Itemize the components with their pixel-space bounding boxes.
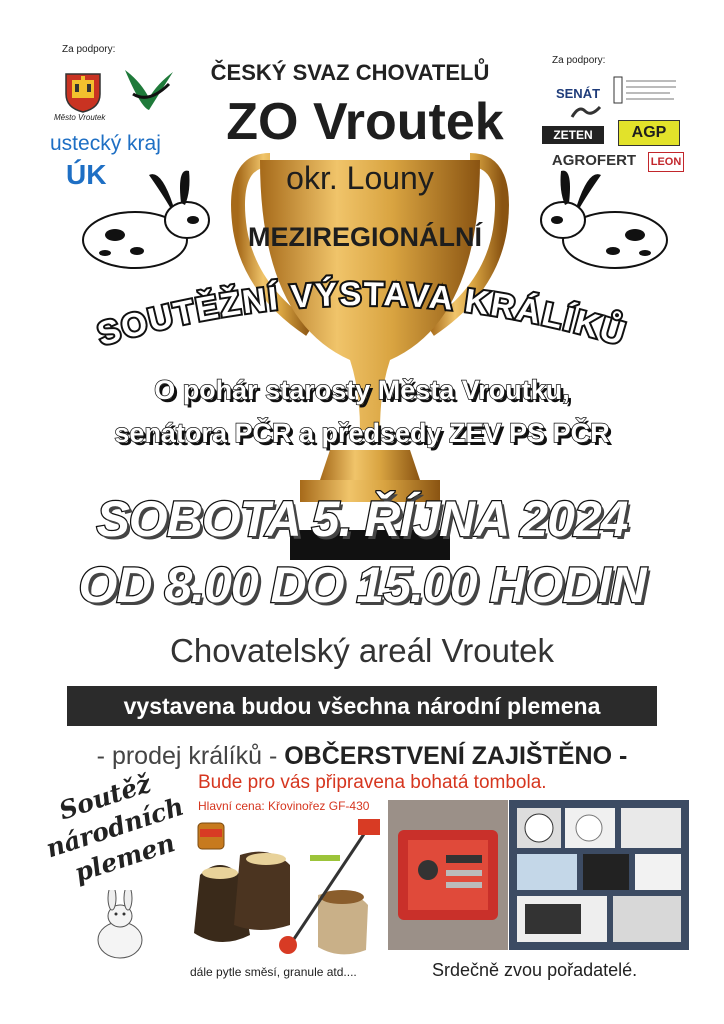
leon-logo: LEON: [648, 152, 684, 172]
agp-logo: AGP: [618, 120, 680, 146]
sponsors-left-label: Za podpory:: [62, 44, 116, 55]
cup-line-2: senátora PČR a předsedy ZEV PS PČR: [114, 418, 610, 448]
feed-sacks-and-trimmer-photo: [190, 815, 385, 960]
region-name: ustecký kraj: [50, 132, 161, 155]
sale-line: [0, 742, 724, 771]
event-date: SOBOTA 5. ŘÍJNA 2024: [96, 491, 628, 547]
electronics-prizes-photo: [509, 800, 689, 950]
region-mark: ÚK: [66, 159, 107, 190]
senat-logo: SENÁT: [555, 85, 601, 101]
event-title-arc: [30, 270, 694, 380]
district-name: okr. Louny: [286, 160, 434, 196]
footer-invitation-text: Srdečně zvou pořadatelé.: [432, 960, 638, 980]
footer-extras-text: dále pytle směsí, granule atd....: [190, 965, 357, 979]
tombola-text: Bude pro vás připravena bohatá tombola.: [198, 772, 547, 793]
event-time: OD 8.00 DO 15.00 HODIN: [78, 557, 646, 613]
contest-text: Soutěž národních plemen: [42, 768, 188, 888]
toolbox-photo: [388, 800, 508, 950]
agrofert-logo: AGROFERT: [551, 151, 637, 169]
svg-text:SOUTĚŽNÍ VÝSTAVA KRÁLÍKŮ: [93, 275, 632, 353]
zeten-logo: ZETEN: [542, 126, 604, 144]
main-prize-text: Hlavní cena: Křovinořez GF-430: [198, 799, 370, 813]
event-scope: MEZIREGIONÁLNÍ: [248, 222, 482, 252]
town-logo-caption: Město Vroutek: [54, 113, 106, 122]
breeds-banner: vystavena budou všechna národní plemena: [67, 686, 657, 726]
sale-prefix: - prodej králíků -: [96, 742, 285, 770]
rabbit-sketch: [90, 890, 150, 960]
local-branch-name: ZO Vroutek: [226, 93, 504, 151]
event-venue: Chovatelský areál Vroutek: [170, 632, 554, 669]
sponsors-right-label: Za podpory:: [552, 55, 606, 66]
event-title: SOUTĚŽNÍ VÝSTAVA KRÁLÍKŮ: [93, 274, 631, 353]
parliament-logo: [610, 72, 680, 112]
refreshments-text: OBČERSTVENÍ ZAJIŠTĚNO -: [284, 742, 628, 770]
organization-name: ČESKÝ SVAZ CHOVATELŮ: [210, 60, 490, 85]
rabbit-right-illustration: [525, 165, 675, 275]
cup-line-1: O pohár starosty Města Vroutku,: [154, 375, 570, 405]
